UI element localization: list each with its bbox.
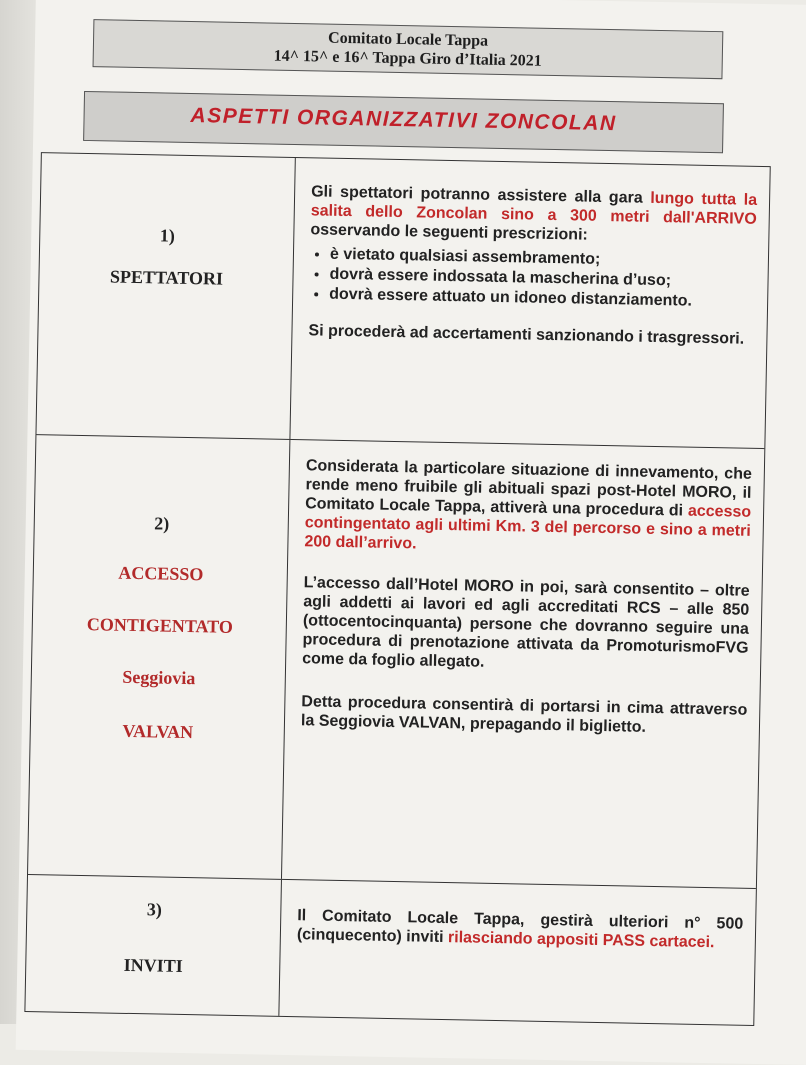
row-number: 3) <box>146 899 163 920</box>
section-title: ASPETTI ORGANIZZATIVI ZONCOLAN <box>190 103 617 136</box>
accesso-para-2: L’accesso dall’Hotel MORO in poi, sarà consentito – oltre agli addetti ai lavori ed agli accreditati RCS – alle 850 (ottocentocinquanta) persone che dovranno seguire una procedura di prenotazione attivata da PromoturismoFVG come da foglio allegato. <box>302 574 750 671</box>
row-label-cell <box>36 153 295 439</box>
row-label-inviti: INVITI <box>123 954 183 976</box>
row-number: 2) <box>154 513 170 534</box>
prescriptions-list <box>309 245 756 312</box>
accesso-para-3: Detta procedura consentirà di portarsi in cima attraverso la Seggiovia VALVAN, prepagando il biglietto. <box>300 693 748 736</box>
row-content-cell <box>282 440 764 888</box>
accesso-para-1: Considerata la particolare situazione di innevamento, che rende meno fruibile gli abituali spazi post-Hotel MORO, il Comitato Locale Tappa, attiverà una procedura di accesso contingentato agli ultimi Km. 3 del percorso e sino a metri 200 dall’arrivo. <box>304 457 752 553</box>
header-box <box>93 19 724 79</box>
header-stages: 14^ 15^ e 16^ Tappa Giro d’Italia 2021 <box>273 47 542 70</box>
table-row-accesso <box>28 435 764 889</box>
row-label-seggiovia: Seggiovia <box>122 666 196 689</box>
section-title-box <box>83 91 724 153</box>
table-row-inviti <box>25 875 755 1025</box>
inviti-text: Il Comitato Locale Tappa, gestirà ulteriori n° 500 (cinquecento) inviti rilasciando appositi PASS cartacei. <box>296 907 744 952</box>
list-item: • dovrà essere indossata la mascherina d’uso; <box>329 266 755 292</box>
header-committee: Comitato Locale Tappa <box>327 29 489 50</box>
row-label-accesso: ACCESSO <box>118 562 204 585</box>
row-label-contigentato: CONTIGENTATO <box>86 614 234 637</box>
row-label-cell <box>28 435 290 879</box>
row-content-cell <box>290 158 769 448</box>
rules-table <box>24 152 770 1026</box>
row-label-cell <box>25 875 282 1016</box>
document-sheet <box>16 0 806 1065</box>
table-row-spettatori <box>36 153 769 449</box>
row-content-cell <box>279 880 756 1025</box>
row-label-valvan: VALVAN <box>122 720 194 743</box>
row-number: 1) <box>159 225 176 246</box>
list-item: • dovrà essere attuato un idoneo distanziamento. <box>329 286 755 312</box>
row-label-spettatori: SPETTATORI <box>109 266 224 289</box>
spettatori-closing: Si procederà ad accertamenti sanzionando i trasgressori. <box>308 322 745 348</box>
list-item: • è vietato qualsiasi assembramento; <box>330 246 756 272</box>
spettatori-intro: Gli spettatori potranno assistere alla gara lungo tutta la salita dello Zoncolan sino a 300 metri dall'ARRIVO osservando le seguenti prescrizioni: <box>310 183 758 244</box>
